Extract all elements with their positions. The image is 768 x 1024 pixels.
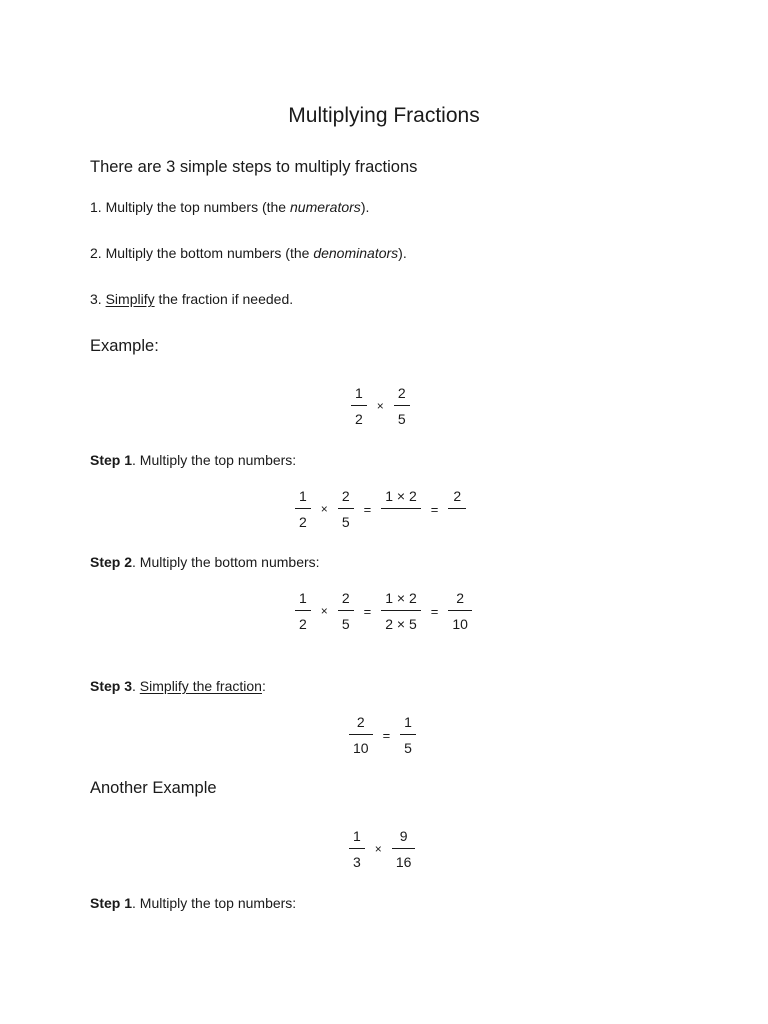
list-item-text: ). [398, 245, 407, 261]
step-2-text [90, 554, 320, 570]
step-3-text [90, 678, 266, 694]
numerator: 2 [453, 488, 462, 504]
numerator: 2 [456, 590, 465, 606]
step-label: Step 1 [90, 452, 133, 468]
fraction [295, 489, 311, 529]
denominator [397, 509, 405, 529]
times-sign: × [320, 502, 328, 516]
step-1-equation [295, 489, 466, 529]
fraction [392, 829, 416, 869]
denominators-term: denominators [313, 245, 399, 261]
simplify-link[interactable]: Simplify [105, 291, 155, 307]
fraction [295, 591, 311, 631]
fraction [394, 386, 410, 426]
list-item-text: 3. [90, 291, 106, 307]
another-example-equation [349, 829, 415, 869]
step-label: Step 3 [90, 678, 133, 694]
fraction [448, 489, 466, 529]
example-2-step-1-text [90, 895, 296, 911]
step-2-equation [295, 591, 472, 631]
equals-sign: = [363, 603, 372, 619]
list-item [90, 245, 407, 261]
example-heading: Example: [90, 337, 159, 355]
numerator: 1 × 2 [385, 590, 417, 606]
numerator: 1 [355, 385, 363, 401]
denominator [453, 509, 461, 529]
fraction [338, 591, 354, 631]
step-description: . Multiply the top numbers: [132, 452, 297, 468]
step-1-text [90, 452, 296, 468]
numerator: 9 [399, 828, 408, 844]
numerator: 1 [299, 488, 307, 504]
equals-sign: = [430, 603, 439, 619]
numerator: 1 [353, 828, 361, 844]
fraction [448, 591, 472, 631]
numerator: 2 [341, 488, 350, 504]
step-description: : [261, 678, 266, 694]
another-example-heading: Another Example [90, 779, 217, 797]
numerator: 2 [397, 385, 406, 401]
fraction [381, 591, 421, 631]
times-sign: × [376, 399, 384, 413]
denominator: 5 [341, 514, 350, 530]
numerator: 1 [404, 714, 412, 730]
fraction [381, 489, 421, 529]
equals-sign: = [430, 501, 439, 517]
step-3-equation [349, 715, 416, 755]
list-item-text: the fraction if needed. [154, 291, 294, 307]
denominator: 2 [355, 411, 363, 427]
fraction [349, 829, 365, 869]
step-label: Step 2 [90, 554, 133, 570]
list-item-text: ). [360, 199, 370, 215]
fraction [349, 715, 373, 755]
page-title: Multiplying Fractions [288, 104, 480, 127]
list-item [90, 199, 369, 215]
numerator: 1 [299, 590, 307, 606]
list-item [90, 291, 293, 307]
numerator: 2 [356, 714, 365, 730]
simplify-fraction-link[interactable]: Simplify the fraction [139, 678, 262, 694]
list-item-text: 2. Multiply the bottom numbers (the [90, 245, 314, 261]
step-description: . Multiply the bottom numbers: [132, 554, 320, 570]
denominator: 5 [341, 616, 350, 632]
fraction [351, 386, 367, 426]
fraction [400, 715, 416, 755]
denominator: 10 [452, 616, 468, 632]
denominator: 2 [299, 616, 307, 632]
list-item-text: 1. Multiply the top numbers (the [90, 199, 290, 215]
example-equation [351, 386, 410, 426]
denominator: 3 [353, 854, 361, 870]
denominator: 5 [404, 740, 412, 756]
equals-sign: = [363, 501, 372, 517]
denominator: 10 [353, 740, 369, 756]
times-sign: × [320, 604, 328, 618]
denominator: 16 [395, 854, 412, 870]
equals-sign: = [382, 727, 391, 743]
times-sign: × [374, 842, 382, 856]
fraction [338, 489, 354, 529]
step-description: . [132, 678, 140, 694]
numerator: 1 × 2 [385, 488, 417, 504]
step-description: . Multiply the top numbers: [132, 895, 297, 911]
denominator: 5 [397, 411, 406, 427]
denominator: 2 × 5 [385, 616, 417, 632]
numerators-term: numerators [290, 199, 361, 215]
denominator: 2 [299, 514, 307, 530]
step-label: Step 1 [90, 895, 133, 911]
numerator: 2 [341, 590, 350, 606]
intro-text: There are 3 simple steps to multiply fractions [90, 158, 418, 176]
